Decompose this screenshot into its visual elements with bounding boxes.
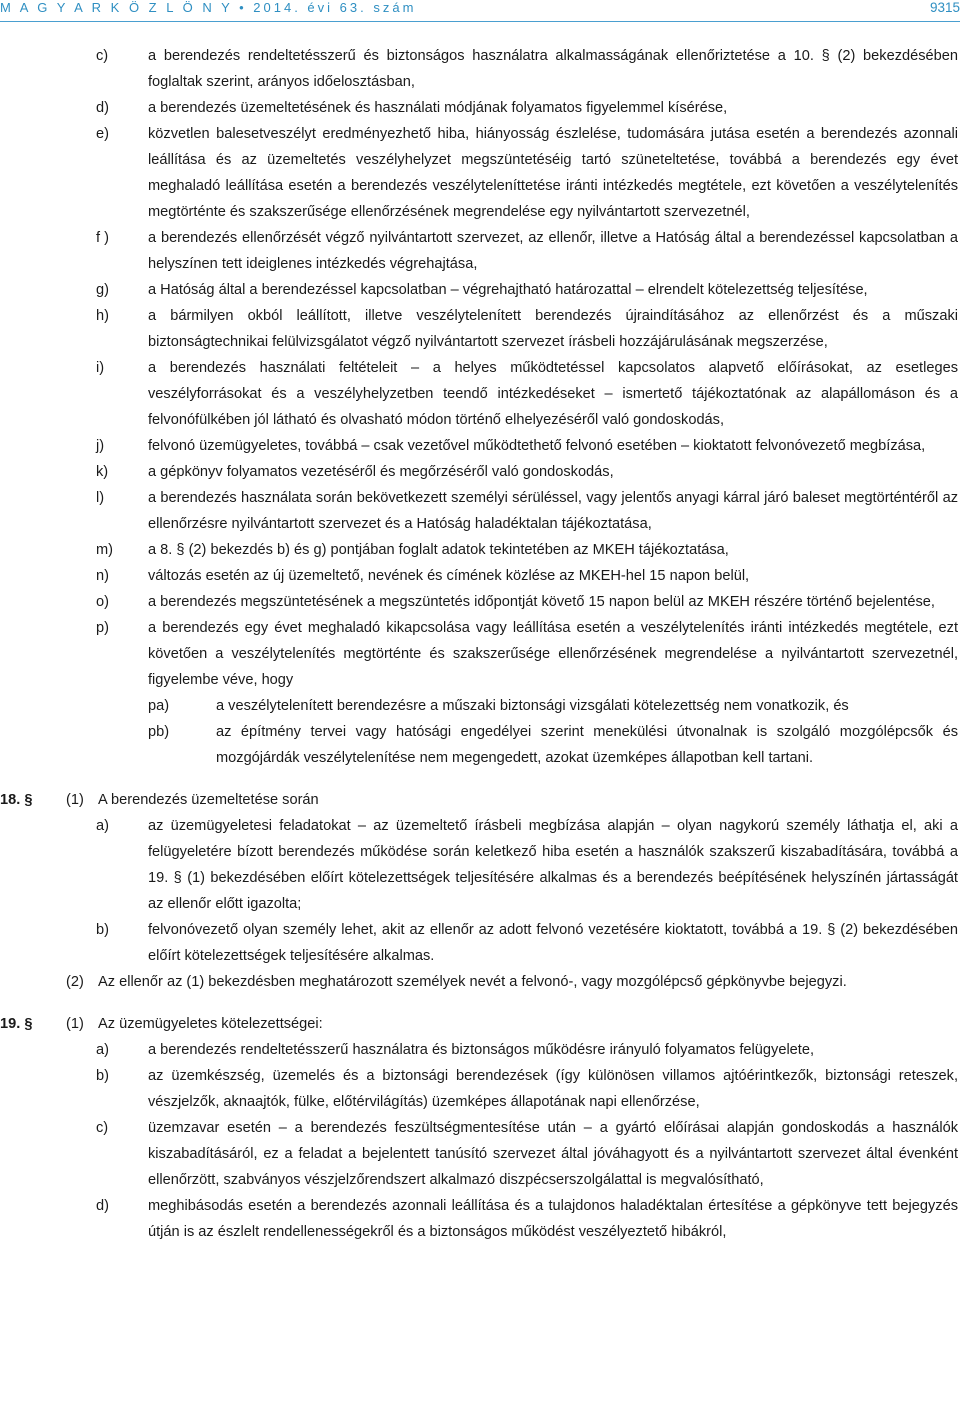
item-label: e) bbox=[96, 126, 109, 142]
page-number: 9315 bbox=[929, 0, 960, 15]
list-item bbox=[0, 917, 958, 969]
item-text: a berendezés rendeltetésszerű és biztonságos használatra alkalmasságának ellenőriztetése a 10. § (2) bekezdésében foglaltak szerint, arányos időelosztásban, bbox=[148, 48, 958, 90]
paragraph-1 bbox=[0, 787, 958, 813]
sub-item-text: az építmény tervei vagy hatósági engedélyei szerint menekülési útvonalnak is szolgáló mozgólépcsők és mozgójárdák veszélytelenítése nem megengedett, azokat üzemképes állapotban kell tartani. bbox=[216, 724, 958, 766]
item-label: o) bbox=[96, 594, 109, 610]
item-text: a Hatóság által a berendezéssel kapcsolatban – végrehajtható határozattal – elrendelt kötelezettség teljesítése, bbox=[148, 282, 868, 298]
item-label: b) bbox=[96, 922, 109, 938]
list-item bbox=[0, 459, 958, 485]
item-label: c) bbox=[96, 1120, 109, 1136]
item-label: i) bbox=[96, 360, 105, 376]
list-item bbox=[0, 1063, 958, 1115]
paragraph-text: Az üzemügyeletes kötelezettségei: bbox=[98, 1016, 323, 1032]
journal-title: M A G Y A R K Ö Z L Ö N Y • 2014. évi 63. szám bbox=[0, 0, 417, 15]
list-item bbox=[0, 1193, 958, 1245]
item-text: a gépkönyv folyamatos vezetéséről és megőrzéséről való gondoskodás, bbox=[148, 464, 614, 480]
item-label: p) bbox=[96, 620, 109, 636]
list-item bbox=[0, 589, 958, 615]
item-text: felvonóvezető olyan személy lehet, akit az ellenőr az adott felvonó vezetésére kioktatott, továbbá a 19. § (2) bekezdésében előírt kötelezettségek teljesítésére alkalmas. bbox=[148, 922, 958, 964]
item-label: d) bbox=[96, 100, 109, 116]
item-label: n) bbox=[96, 568, 109, 584]
document-body bbox=[0, 43, 960, 1245]
item-text: a berendezés üzemeltetésének és használati módjának folyamatos figyelemmel kísérése, bbox=[148, 100, 728, 116]
item-text: a bármilyen okból leállított, illetve veszélytelenített berendezés újraindításához az ellenőrzést és a műszaki biztonságtechnikai felülvizsgálatot végző nyilvántartott szervezet írásbeli hozzájárulásának megszerzése, bbox=[148, 308, 958, 350]
list-item bbox=[0, 121, 958, 225]
item-label: g) bbox=[96, 282, 109, 298]
sub-item-text: a veszélytelenített berendezésre a műszaki biztonsági vizsgálati kötelezettség nem vonatkozik, és bbox=[216, 698, 849, 714]
paragraph-text: A berendezés üzemeltetése során bbox=[98, 792, 319, 808]
paragraph-2 bbox=[0, 969, 958, 995]
sub-item-label: pb) bbox=[148, 724, 170, 740]
item-text: a 8. § (2) bekezdés b) és g) pontjában foglalt adatok tekintetében az MKEH tájékoztatása, bbox=[148, 542, 729, 558]
item-text: meghibásodás esetén a berendezés azonnali leállítása és a tulajdonos haladéktalan értesítése a gépkönyve tett bejegyzés útján is az észlelt rendellenességekről és a biztonságos működést veszélyeztető hibákról, bbox=[148, 1198, 958, 1240]
list-item bbox=[0, 433, 958, 459]
item-text: a berendezés használata során bekövetkezett személyi sérüléssel, vagy jelentős anyagi kárral járó baleset megtörténtéről az ellenőrzésre nyilvántartott szervezet és a Hatóság haladéktalan tájékoztatása, bbox=[148, 490, 958, 532]
item-label: m) bbox=[96, 542, 114, 558]
page-header bbox=[0, 0, 960, 22]
item-label: l) bbox=[96, 490, 105, 506]
item-text: a berendezés megszüntetésének a megszüntetés időpontját követő 15 napon belül az MKEH részére történő bejelentése, bbox=[148, 594, 935, 610]
list-item bbox=[0, 95, 958, 121]
item-text: az üzemkészség, üzemelés és a biztonsági berendezések (így különösen villamos ajtóérintkezők, biztonsági reteszek, vészjelzők, aknaajtók, fülke, előtérvilágítás) üzemképes állapotának napi ellenőrzése, bbox=[148, 1068, 958, 1110]
list-item bbox=[0, 277, 958, 303]
list-item bbox=[0, 615, 958, 693]
list-item bbox=[0, 813, 958, 917]
item-label: a) bbox=[96, 818, 109, 834]
list-item bbox=[0, 537, 958, 563]
list-item bbox=[0, 303, 958, 355]
item-label: k) bbox=[96, 464, 109, 480]
list-item bbox=[0, 1037, 958, 1063]
item-text: változás esetén az új üzemeltető, nevének és címének közlése az MKEH-hel 15 napon belül, bbox=[148, 568, 750, 584]
item-text: a berendezés ellenőrzését végző nyilvántartott szervezet, az ellenőr, illetve a Hatóság által a berendezéssel kapcsolatban a helyszínen tett ideiglenes intézkedés végrehajtása, bbox=[148, 230, 958, 272]
section-18 bbox=[0, 787, 960, 995]
paragraph-label: (1) bbox=[66, 1016, 84, 1032]
item-text: a berendezés használati feltételeit – a helyes működtetéssel kapcsolatos alapvető előírásokat, az esetleges veszélyforrásokat és a veszélyhelyzetben teendő intézkedéseket – ismertető tájékoztatónak az alapállomáson és a felvonófülkében jól látható és olvasható módon történő elhelyezéséről való gondoskodás, bbox=[148, 360, 958, 428]
list-item bbox=[0, 485, 958, 537]
paragraph-label: (2) bbox=[66, 974, 84, 990]
paragraph-label: (1) bbox=[66, 792, 84, 808]
item-text: az üzemügyeletesi feladatokat – az üzemeltető írásbeli megbízása alapján – olyan nagykorú személy láthatja el, aki a felügyeletére bízott berendezés működése során keletkező hiba esetén a használók szakszerű kiszabadítására, továbbá a 19. § (1) bekezdésében előírt kötelezettségek teljesítésére alkalmas és a berendezés beépítésének helyszínén jártasságát az ellenőr előtt igazolta; bbox=[148, 818, 958, 912]
section-number: 18. § bbox=[0, 792, 33, 808]
paragraph-text: Az ellenőr az (1) bekezdésben meghatározott személyek nevét a felvonó-, vagy mozgólépcső gépkönyvbe bejegyzi. bbox=[98, 974, 847, 990]
sub-list-item bbox=[0, 719, 958, 771]
item-text: üzemzavar esetén – a berendezés feszültségmentesítése után – a gyártó előírásai alapján gondoskodás a használók kiszabadításáról, ez a feladat a bejelentett tanúsító szervezet által jóváhagyott és a nyilvántartott szervezet által évenként ellenőrzött, szabványos vészjelzőrendszert alkalmazó diszpécserszolgálattal is megvalósítható, bbox=[148, 1120, 958, 1188]
item-text: közvetlen balesetveszélyt eredményezhető hiba, hiányosság észlelése, tudomására jutása esetén a berendezés azonnali leállítása és az üzemeltetés veszélyhelyzet megszüntetéséig tartó szüneteltetése, továbbá a berendezés egy évet meghaladó leállítása esetén a berendezés veszélyteleníttetése iránti intézkedés megtétele, ezt követően a veszélytelenítés megtörténte és szakszerűsége ellenőrzésének megrendelése egy nyilvántartott szervezetnél, bbox=[148, 126, 958, 220]
item-label: d) bbox=[96, 1198, 109, 1214]
item-label: b) bbox=[96, 1068, 109, 1084]
item-label: h) bbox=[96, 308, 109, 324]
item-text: a berendezés egy évet meghaladó kikapcsolása vagy leállítása esetén a veszélytelenítés iránti intézkedés megtétele, ezt követően a veszélytelenítés megtörténte és szakszerűsége ellenőrzésének megrendelése a nyilvántartott szervezetnél, figyelembe véve, hogy bbox=[148, 620, 958, 688]
item-label: f ) bbox=[96, 230, 109, 246]
list-item bbox=[0, 225, 958, 277]
list-item bbox=[0, 1115, 958, 1193]
section-17-items bbox=[0, 43, 960, 771]
list-item bbox=[0, 43, 958, 95]
item-label: a) bbox=[96, 1042, 109, 1058]
sub-item-label: pa) bbox=[148, 698, 170, 714]
header-divider bbox=[0, 21, 960, 22]
item-label: j) bbox=[96, 438, 105, 454]
item-text: a berendezés rendeltetésszerű használatra és biztonságos működésre irányuló folyamatos felügyelete, bbox=[148, 1042, 815, 1058]
list-item bbox=[0, 355, 958, 433]
list-item bbox=[0, 563, 958, 589]
sub-list-item bbox=[0, 693, 958, 719]
item-text: felvonó üzemügyeletes, továbbá – csak vezetővel működtethető felvonó esetében – kioktatott felvonóvezető megbízása, bbox=[148, 438, 926, 454]
section-number: 19. § bbox=[0, 1016, 33, 1032]
paragraph-1 bbox=[0, 1011, 958, 1037]
section-19 bbox=[0, 1011, 960, 1245]
item-label: c) bbox=[96, 48, 109, 64]
